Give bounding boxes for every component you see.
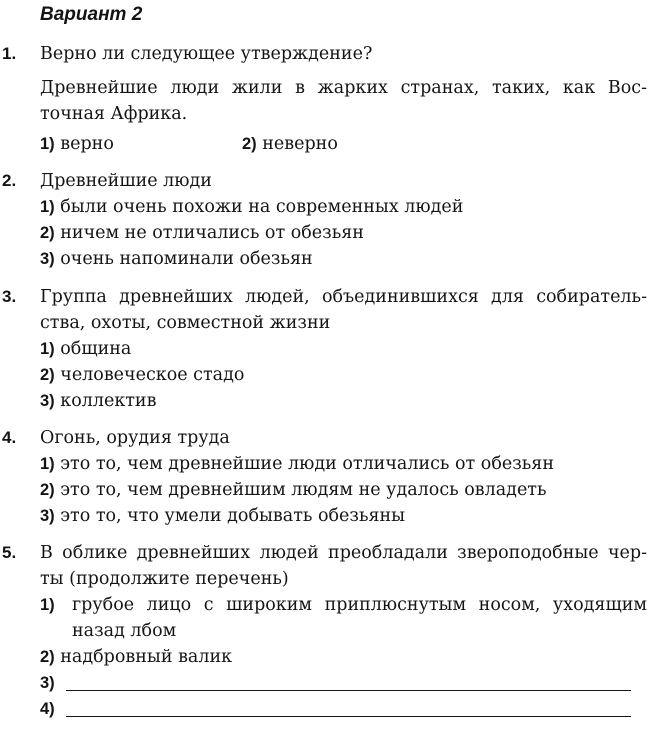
option-number: 1) <box>40 198 55 216</box>
question-text: ты (продолжите перечень) <box>40 569 289 589</box>
answer-option <box>40 249 313 269</box>
option-text: верно <box>60 134 114 154</box>
option-number: 3) <box>40 392 55 410</box>
option-number: 2) <box>40 224 55 242</box>
option-text: община <box>60 339 132 359</box>
statement-line: точная Африка. <box>40 104 188 124</box>
option-number: 1) <box>40 596 55 614</box>
blank-answer-4[interactable] <box>40 699 640 721</box>
answer-option <box>40 647 232 667</box>
option-text: это то, что умели добывать обезьяны <box>60 506 406 526</box>
question-text: Древнейшие люди <box>40 171 212 191</box>
option-text: были очень похожи на современных людей <box>60 197 464 217</box>
option-number: 1) <box>40 340 55 358</box>
option-number: 1) <box>40 455 55 473</box>
option-number: 4) <box>40 700 55 718</box>
question-text: Верно ли следующее утверждение? <box>40 44 373 64</box>
answer-option <box>40 506 405 526</box>
option-number: 3) <box>40 674 55 692</box>
question-text: Группа древнейших людей, объединившихся для собиратель- <box>40 287 647 307</box>
answer-option <box>40 391 156 411</box>
answer-option <box>40 454 554 474</box>
question-number: 5. <box>2 543 17 562</box>
option-text: коллектив <box>60 391 157 411</box>
option-number: 2) <box>40 481 55 499</box>
option-text: человеческое стадо <box>60 365 245 385</box>
option-text: это то, чем древнейшим людям не удалось овладеть <box>60 480 547 500</box>
answer-option <box>40 223 364 243</box>
option-text: очень напоминали обезьян <box>60 249 313 269</box>
option-text: неверно <box>262 134 338 154</box>
question-number: 4. <box>2 428 17 447</box>
option-text: это то, чем древнейшие люди отличались от обезьян <box>60 454 555 474</box>
option-text: грубое лицо с широким приплюснутым носом, уходящим <box>72 595 647 615</box>
answer-blank-line <box>66 716 631 717</box>
option-text: назад лбом <box>72 621 177 641</box>
answer-blank-line <box>66 690 631 691</box>
question-text: ства, охоты, совместной жизни <box>40 313 331 333</box>
blank-answer-3[interactable] <box>40 673 640 695</box>
question-text: Огонь, орудия труда <box>40 428 230 448</box>
answer-option <box>40 134 114 154</box>
question-text: В облике древнейших людей преобладали звероподобные чер- <box>40 543 647 563</box>
answer-option <box>40 339 131 359</box>
variant-title: Вариант 2 <box>40 4 143 25</box>
question-number: 1. <box>2 44 17 63</box>
option-text: ничем не отличались от обезьян <box>60 223 364 243</box>
question-number: 3. <box>2 287 17 306</box>
question-number: 2. <box>2 171 17 190</box>
option-number: 1) <box>40 135 55 153</box>
option-number: 2) <box>40 648 55 666</box>
option-number: 2) <box>242 135 257 153</box>
answer-option <box>40 365 244 385</box>
option-number: 2) <box>40 366 55 384</box>
option-number: 3) <box>40 250 55 268</box>
statement-line: Древнейшие люди жили в жарких странах, таких, как Вос- <box>40 78 647 98</box>
option-number: 3) <box>40 507 55 525</box>
option-text: надбровный валик <box>60 647 233 667</box>
answer-option <box>40 480 547 500</box>
answer-option <box>242 134 338 154</box>
answer-option <box>40 197 463 217</box>
